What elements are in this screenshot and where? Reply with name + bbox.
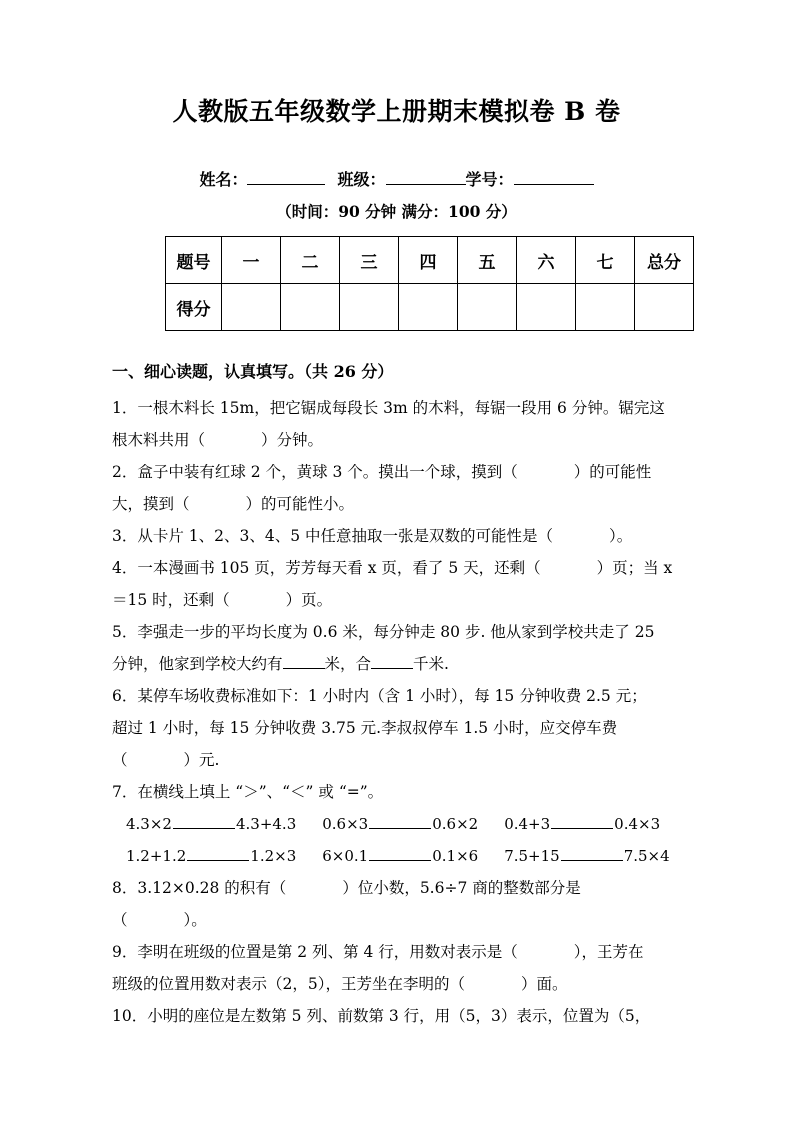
comparison-right-6: 7.5×4	[623, 847, 670, 865]
id-label: 学号：	[465, 170, 514, 189]
question-2-cont	[112, 488, 682, 520]
question-6-line-a: 6．某停车场收费标准如下：1 小时内（含 1 小时），每 15 分钟收费 2.5 元；	[112, 687, 647, 705]
id-blank[interactable]	[514, 171, 594, 185]
question-5-line-b: 分钟，他家到学校大约有	[112, 655, 283, 673]
question-2-line-a: 2．盒子中装有红球 2 个，黄球 3 个。摸出一个球，摸到（	[112, 463, 518, 481]
comparison-pair-6	[504, 840, 669, 872]
question-1-line-c: ）分钟。	[261, 431, 324, 449]
question-10-line-a: 10．小明的座位是左数第 5 列、前数第 3 行，用（5，3）表示，位置为（5，	[112, 1007, 651, 1025]
score-table	[165, 236, 694, 331]
section-one-heading: 一、细心读题，认真填写。（共 26 分）	[112, 362, 394, 381]
question-9-line-d: ）面。	[520, 975, 568, 993]
comparison-right-4: 1.2×3	[250, 847, 297, 865]
question-1-line-a: 1．一根木料长 15m，把它锯成每段长 3m 的木料，每锯一段用 6 分钟。锯完这	[112, 399, 665, 417]
question-5-answer-blank-2[interactable]	[371, 655, 413, 669]
comparison-blank-4[interactable]	[187, 847, 249, 861]
comparison-pair-2	[322, 808, 478, 840]
question-2-line-d: ）的可能性小。	[245, 495, 355, 513]
comparison-pair-1	[126, 808, 296, 840]
question-6-line-d: ）元.	[183, 751, 220, 769]
question-7	[112, 776, 682, 808]
score-cell-7[interactable]	[576, 284, 635, 331]
score-cell-2[interactable]	[281, 284, 340, 331]
question-5-answer-blank-1[interactable]	[283, 655, 325, 669]
comparison-blank-1[interactable]	[173, 815, 235, 829]
comparison-left-2: 0.6×3	[322, 815, 369, 833]
column-header-5: 五	[458, 237, 517, 284]
comparison-pair-4	[126, 840, 296, 872]
row-label-score: 得分	[166, 284, 222, 331]
row-label-question-number: 题号	[166, 237, 222, 284]
comparison-right-1: 4.3+4.3	[235, 815, 297, 833]
score-cell-4[interactable]	[399, 284, 458, 331]
question-2-line-c: 大，摸到（	[112, 495, 190, 513]
question-7-line-a: 7．在横线上填上 “＞”、“＜” 或 “=”。	[112, 783, 384, 801]
comparison-left-5: 6×0.1	[322, 847, 369, 865]
comparison-right-5: 0.1×6	[432, 847, 479, 865]
score-cell-3[interactable]	[340, 284, 399, 331]
question-4-line-a: 4．一本漫画书 105 页，芳芳每天看 x 页，看了 5 天，还剩（	[112, 559, 541, 577]
name-label: 姓名：	[199, 170, 248, 189]
table-row-scores	[166, 284, 694, 331]
question-8-line-c: （	[112, 911, 128, 929]
class-blank[interactable]	[386, 171, 466, 185]
comparison-right-2: 0.6×2	[432, 815, 479, 833]
section-one-body	[112, 392, 682, 1032]
question-6-line-b: 超过 1 小时，每 15 分钟收费 3.75 元.李叔叔停车 1.5 小时，应交停车费	[112, 719, 618, 737]
question-9-line-a: 9．李明在班级的位置是第 2 列、第 4 行，用数对表示是（	[112, 943, 518, 961]
question-3-line-b: ）。	[609, 527, 633, 545]
question-7-comparison-row-2	[112, 840, 682, 872]
question-5-cont	[112, 648, 682, 680]
question-8-cont	[112, 904, 682, 936]
question-6-line-c: （	[112, 751, 128, 769]
column-header-1: 一	[222, 237, 281, 284]
question-3	[112, 520, 682, 552]
question-9-line-c: 班级的位置用数对表示（2，5），王芳坐在李明的（	[112, 975, 465, 993]
column-header-6: 六	[517, 237, 576, 284]
comparison-pair-3	[504, 808, 660, 840]
question-1	[112, 392, 682, 424]
question-8-line-b: ）位小数，5.6÷7 商的整数部分是	[342, 879, 581, 897]
question-5-line-d: 千米.	[413, 655, 449, 673]
score-cell-total[interactable]	[635, 284, 694, 331]
class-label: 班级：	[337, 170, 386, 189]
question-6-cont-1	[112, 712, 682, 744]
column-header-2: 二	[281, 237, 340, 284]
comparison-left-3: 0.4+3	[504, 815, 551, 833]
question-4-cont	[112, 584, 682, 616]
column-header-4: 四	[399, 237, 458, 284]
student-info-line	[0, 168, 793, 192]
comparison-left-4: 1.2+1.2	[126, 847, 187, 865]
comparison-blank-3[interactable]	[551, 815, 613, 829]
comparison-blank-5[interactable]	[369, 847, 431, 861]
score-cell-5[interactable]	[458, 284, 517, 331]
score-cell-6[interactable]	[517, 284, 576, 331]
question-6	[112, 680, 682, 712]
question-8	[112, 872, 682, 904]
question-4	[112, 552, 682, 584]
question-9	[112, 936, 682, 968]
comparison-left-6: 7.5+15	[504, 847, 560, 865]
column-header-3: 三	[340, 237, 399, 284]
question-4-line-b: ）页；当 x	[596, 559, 673, 577]
question-5	[112, 616, 682, 648]
question-2	[112, 456, 682, 488]
question-5-line-c: 米，合	[324, 655, 372, 673]
name-blank[interactable]	[247, 171, 325, 185]
comparison-blank-6[interactable]	[561, 847, 623, 861]
table-row-header	[166, 237, 694, 284]
exam-meta: （时间：90 分钟 满分：100 分）	[276, 202, 517, 221]
column-header-total: 总分	[635, 237, 694, 284]
question-2-line-b: ）的可能性	[573, 463, 652, 481]
question-8-line-a: 8．3.12×0.28 的积有（	[112, 879, 287, 897]
question-4-line-d: ）页。	[285, 591, 333, 609]
comparison-pair-5	[322, 840, 478, 872]
question-3-line-a: 3．从卡片 1、2、3、4、5 中任意抽取一张是双数的可能性是（	[112, 527, 554, 545]
score-cell-1[interactable]	[222, 284, 281, 331]
question-6-cont-2	[112, 744, 682, 776]
question-9-line-b: ），王芳在	[573, 943, 644, 961]
column-header-7: 七	[576, 237, 635, 284]
page-title: 人教版五年级数学上册期末模拟卷 B 卷	[172, 97, 621, 126]
question-1-line-b: 根木料共用（	[112, 431, 206, 449]
comparison-left-1: 4.3×2	[126, 815, 172, 833]
question-8-line-d: ）。	[183, 911, 207, 929]
question-1-cont	[112, 424, 682, 456]
question-10	[112, 1000, 682, 1032]
question-4-line-c: ＝15 时，还剩（	[112, 591, 230, 609]
question-9-cont	[112, 968, 682, 1000]
question-7-comparison-row-1	[112, 808, 682, 840]
comparison-right-3: 0.4×3	[614, 815, 661, 833]
comparison-blank-2[interactable]	[369, 815, 431, 829]
question-5-line-a: 5．李强走一步的平均长度为 0.6 米，每分钟走 80 步. 他从家到学校共走了 25	[112, 623, 655, 641]
